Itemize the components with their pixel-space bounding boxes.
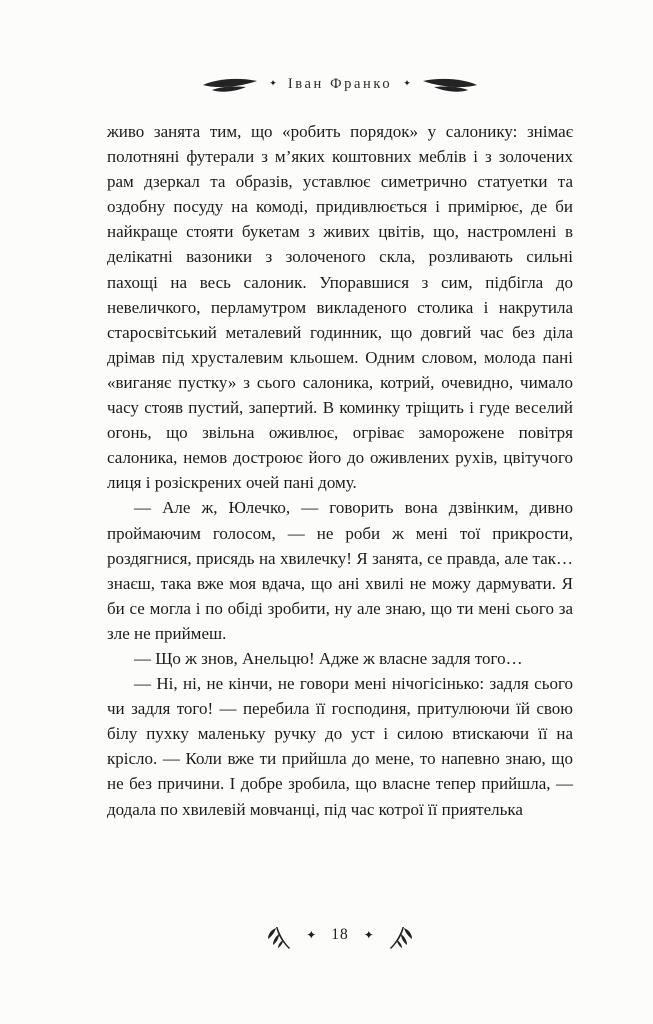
running-header [107,76,573,93]
leaf-ornament-right [422,77,478,93]
diamond-ornament: ✦ [363,928,374,942]
sprig-ornament-right [389,924,415,950]
diamond-ornament: ✦ [306,928,317,942]
author-name: Іван Франко [287,76,393,92]
paragraph: — Ні, ні, не кінчи, не говори мені нічогісінько: задля сього чи задля того! — перебила її господиня, притулюючи їй свою білу пухку маленьку ручку до уст і силою втискаючи її на крісло. — Коли вже ти прийшла до мене, то напевно знаю, що не без причини. І добре зробила, що власне тепер прийшла, — додала по хвилевій мовчанці, під час котрої її приятелька [107,674,573,819]
text-block [107,119,573,822]
diamond-ornament: ✦ [403,78,411,88]
diamond-ornament: ✦ [269,78,277,88]
leaf-ornament-left [202,77,258,93]
paragraph: — Що ж знов, Анельцю! Адже ж власне задля того… [134,648,523,668]
page-footer [107,922,573,948]
sprig-ornament-left [265,924,291,950]
paragraph: живо занята тим, що «робить порядок» у салонику: знімає полотняні футерали з м’яких коштовних меблів і з золочених рам дзеркал та образів, уставлює симетрично статуетки та оздобну посуду на комоді, придивлюється і примірює, де би найкраще стояти букетам з живих цвітів, що, настромлені в делікатні вазоники з золоченого скла, розливають сильні пахощі на весь салоник. Упоравшися з сим, підбігла до невеличкого, перламутром викладеного столика і накрутила старосвітський металевий годинник, що довгий час без діла дрімав під хрусталевим кльошем. Одним словом, молода пані «виганяє пустку» з сього салоника, котрий, очевидно, чимало часу стояв пустий, запертий. В коминку тріщить і гуде веселий огонь, що звільна оживлює, огріває заморожене повітря салоника, немов достроює його до оживлених рухів, цвітучого лиця і розіскрених очей пані дому. [107,122,573,493]
paragraph: — Але ж, Юлечко, — говорить вона дзвінким, дивно проймаючим голосом, — не роби ж мені тої прикрости, роздягнися, присядь на хвилечку! Я занята, се правда, але так… знаєш, така вже моя вдача, що ані хвилі не можу дармувати. Я би се могла і по обіді зробити, ну але знаю, що ти мені сього за зле не приймеш. [107,498,573,643]
page-number: 18 [331,926,349,943]
